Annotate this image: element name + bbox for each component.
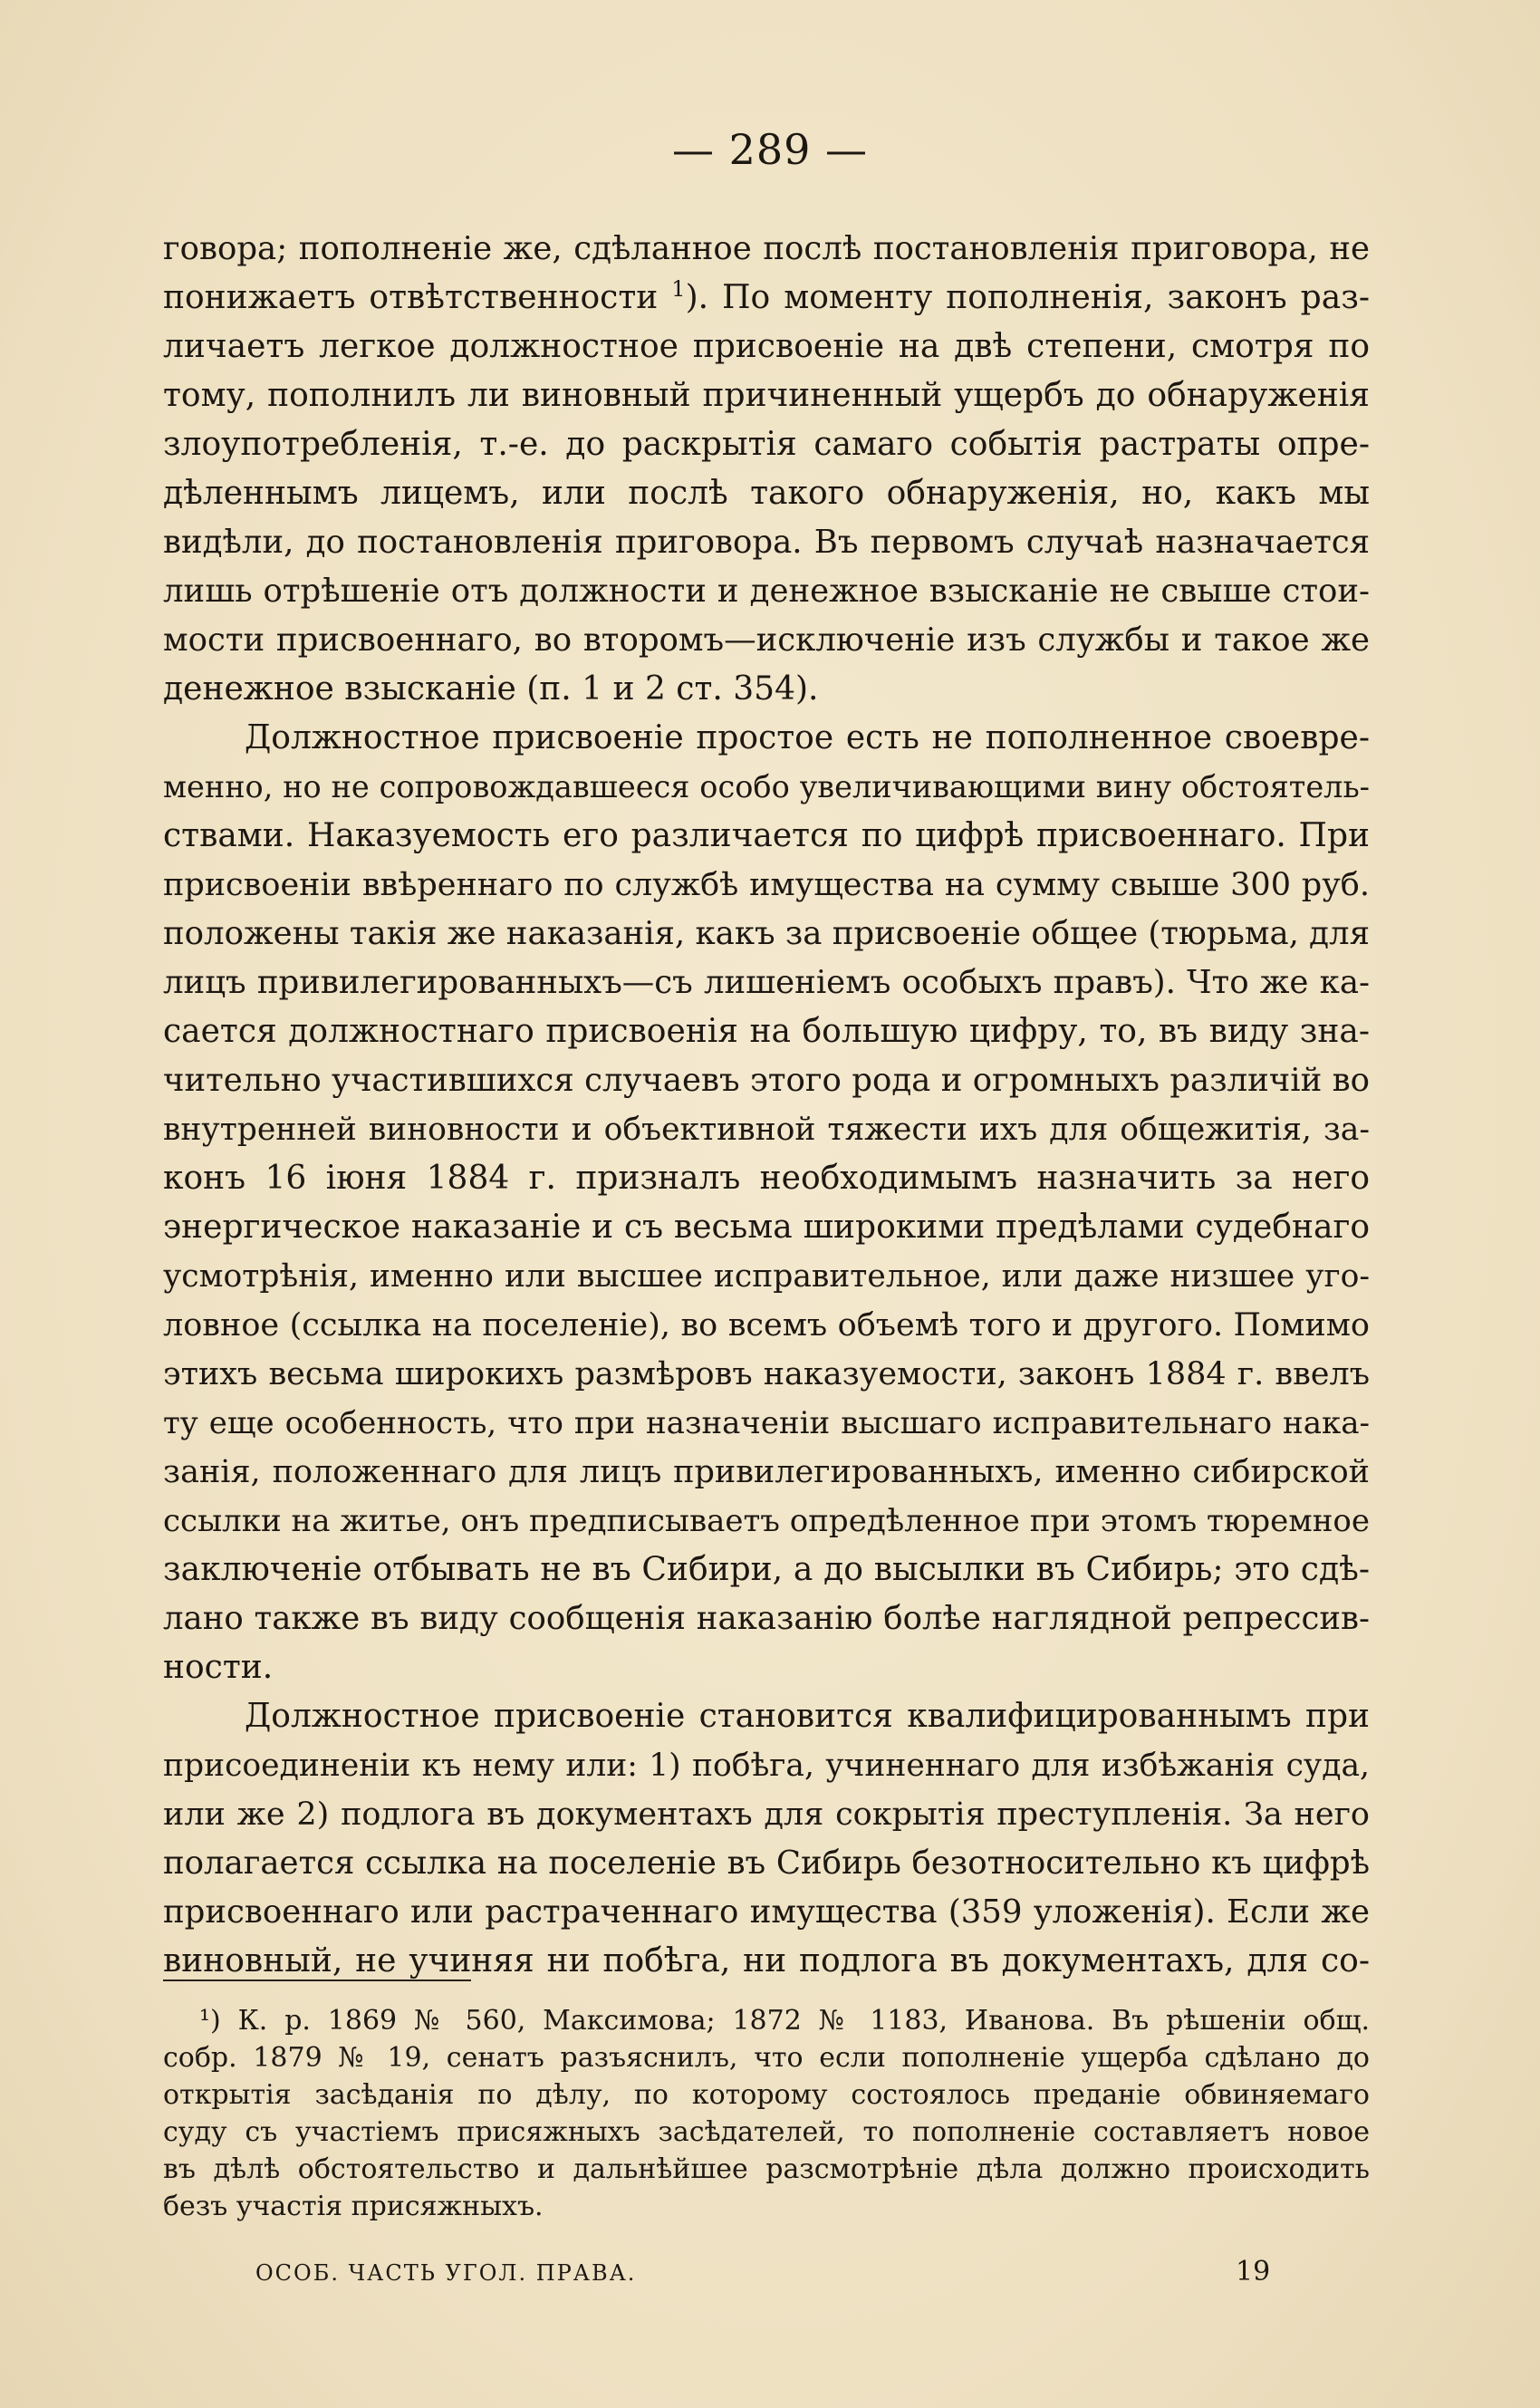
text-line: дѣленнымъ лицемъ, или послѣ такого обнаруженія, но, какъ мы: [163, 475, 1370, 512]
text-line: сается должностнаго присвоенія на большую цифру, то, въ виду зна-: [163, 1013, 1370, 1050]
text-line: Должностное присвоеніе простое есть не пополненное своевре-: [245, 719, 1370, 756]
footnote-line: открытія засѣданія по дѣлу, по которому состоялось преданіе обвиняемаго: [163, 2079, 1370, 2111]
text-line: полагается ссылка на поселеніе въ Сибирь безотносительно къ цифрѣ: [163, 1845, 1370, 1882]
text-line: ловное (ссылка на поселеніе), во всемъ объемѣ того и другого. Помимо: [163, 1307, 1370, 1344]
text-line: ствами. Наказуемость его различается по цифрѣ присвоеннаго. При: [163, 817, 1370, 854]
text-line: личаетъ легкое должностное присвоеніе на двѣ степени, смотря по: [163, 328, 1370, 365]
signature-mark: ОСОБ. ЧАСТЬ УГОЛ. ПРАВА.: [255, 2260, 637, 2286]
text-line: виновный, не учиняя ни побѣга, ни подлога въ документахъ, для со-: [163, 1942, 1370, 1979]
footnote-divider: [163, 1979, 471, 1981]
footnote-line: въ дѣлѣ обстоятельство и дальнѣйшее разсмотрѣніе дѣла должно происходить: [163, 2153, 1370, 2185]
paragraph-1: [163, 225, 1370, 714]
text-line: ности.: [163, 1649, 274, 1686]
text-fragment: ). По моменту пополненія, законъ раз-: [685, 279, 1370, 316]
text-line: этихъ весьма широкихъ размѣровъ наказуемости, законъ 1884 г. ввелъ: [163, 1356, 1370, 1392]
text-line: лишь отрѣшеніе отъ должности и денежное взысканіе не свыше стои-: [163, 573, 1370, 610]
footnotes: [163, 2002, 1370, 2225]
paragraph-3: [163, 1692, 1370, 1986]
text-line: лано также въ виду сообщенія наказанію болѣе наглядной репрессив-: [163, 1600, 1370, 1637]
text-line: мости присвоеннаго, во второмъ—исключеніе изъ службы и такое же: [163, 621, 1370, 659]
body-text: [163, 225, 1370, 1986]
text-line: злоупотребленія, т.-е. до раскрытія самаго событія растраты опре-: [163, 426, 1370, 463]
text-line: ту еще особенность, что при назначеніи высшаго исправительнаго нака-: [163, 1405, 1370, 1441]
footnote-ref: 1: [671, 276, 686, 302]
footnote-marker: ¹): [199, 2005, 221, 2037]
text-line: заключеніе отбывать не въ Сибири, а до высылки въ Сибирь; это сдѣ-: [163, 1551, 1370, 1588]
text-line: менно, но не сопровождавшееся особо увеличивающими вину обстоятель-: [163, 769, 1370, 804]
text-line: присвоеніи ввѣреннаго по службѣ имущества на сумму свыше 300 руб.: [163, 867, 1370, 903]
footnote-line: безъ участія присяжныхъ.: [163, 2191, 544, 2222]
text-line: Должностное присвоеніе становится квалифицированнымъ при: [245, 1698, 1370, 1735]
sheet-number: 19: [1236, 2256, 1271, 2288]
footnote-line: [163, 2002, 1370, 2039]
text-line: денежное взысканіе (п. 1 и 2 ст. 354).: [163, 670, 819, 708]
text-fragment: понижаетъ отвѣтственности: [163, 279, 659, 316]
text-line: занія, положеннаго для лицъ привилегированныхъ, именно сибирской: [163, 1454, 1370, 1490]
footnote-line: суду съ участіемъ присяжныхъ засѣдателей, то пополненіе составляетъ новое: [163, 2116, 1370, 2148]
text-line: внутренней виновности и объективной тяжести ихъ для общежитія, за-: [163, 1112, 1370, 1148]
page-number: — 289 —: [671, 125, 869, 174]
text-line: энергическое наказаніе и съ весьма широкими предѣлами судебнаго: [163, 1209, 1370, 1246]
paragraph-2: [163, 714, 1370, 1692]
text-line: положены такія же наказанія, какъ за присвоеніе общее (тюрьма, для: [163, 915, 1370, 952]
text-line: видѣли, до постановленія приговора. Въ первомъ случаѣ назначается: [163, 524, 1370, 561]
text-line: ссылки на житье, онъ предписываетъ опредѣленное при этомъ тюремное: [163, 1503, 1370, 1539]
text-line: конъ 16 іюня 1884 г. призналъ необходимымъ назначить за него: [163, 1160, 1370, 1197]
text-line: чительно участившихся случаевъ этого рода и огромныхъ различій во: [163, 1062, 1370, 1099]
text-line: лицъ привилегированныхъ—съ лишеніемъ особыхъ правъ). Что же ка-: [163, 964, 1370, 1001]
text-line: тому, пополнилъ ли виновный причиненный ущербъ до обнаруженія: [163, 377, 1370, 414]
text-fragment: К. р. 1869 № 560, Максимова; 1872 № 1183, Иванова. Въ рѣшеніи общ.: [237, 2005, 1370, 2037]
text-line: [163, 274, 1370, 323]
text-line: усмотрѣнія, именно или высшее исправительное, или даже низшее уго-: [163, 1258, 1370, 1295]
text-line: или же 2) подлога въ документахъ для сокрытія преступленія. За него: [163, 1796, 1370, 1833]
text-line: присоединеніи къ нему или: 1) побѣга, учиненнаго для избѣжанія суда,: [163, 1748, 1370, 1784]
footnote-line: собр. 1879 № 19, сенатъ разъяснилъ, что если пополненіе ущерба сдѣлано до: [163, 2042, 1370, 2074]
text-line: говора; пополненіе же, сдѣланное послѣ постановленія приговора, не: [163, 230, 1370, 267]
text-line: присвоеннаго или растраченнаго имущества (359 уложенія). Если же: [163, 1893, 1370, 1931]
